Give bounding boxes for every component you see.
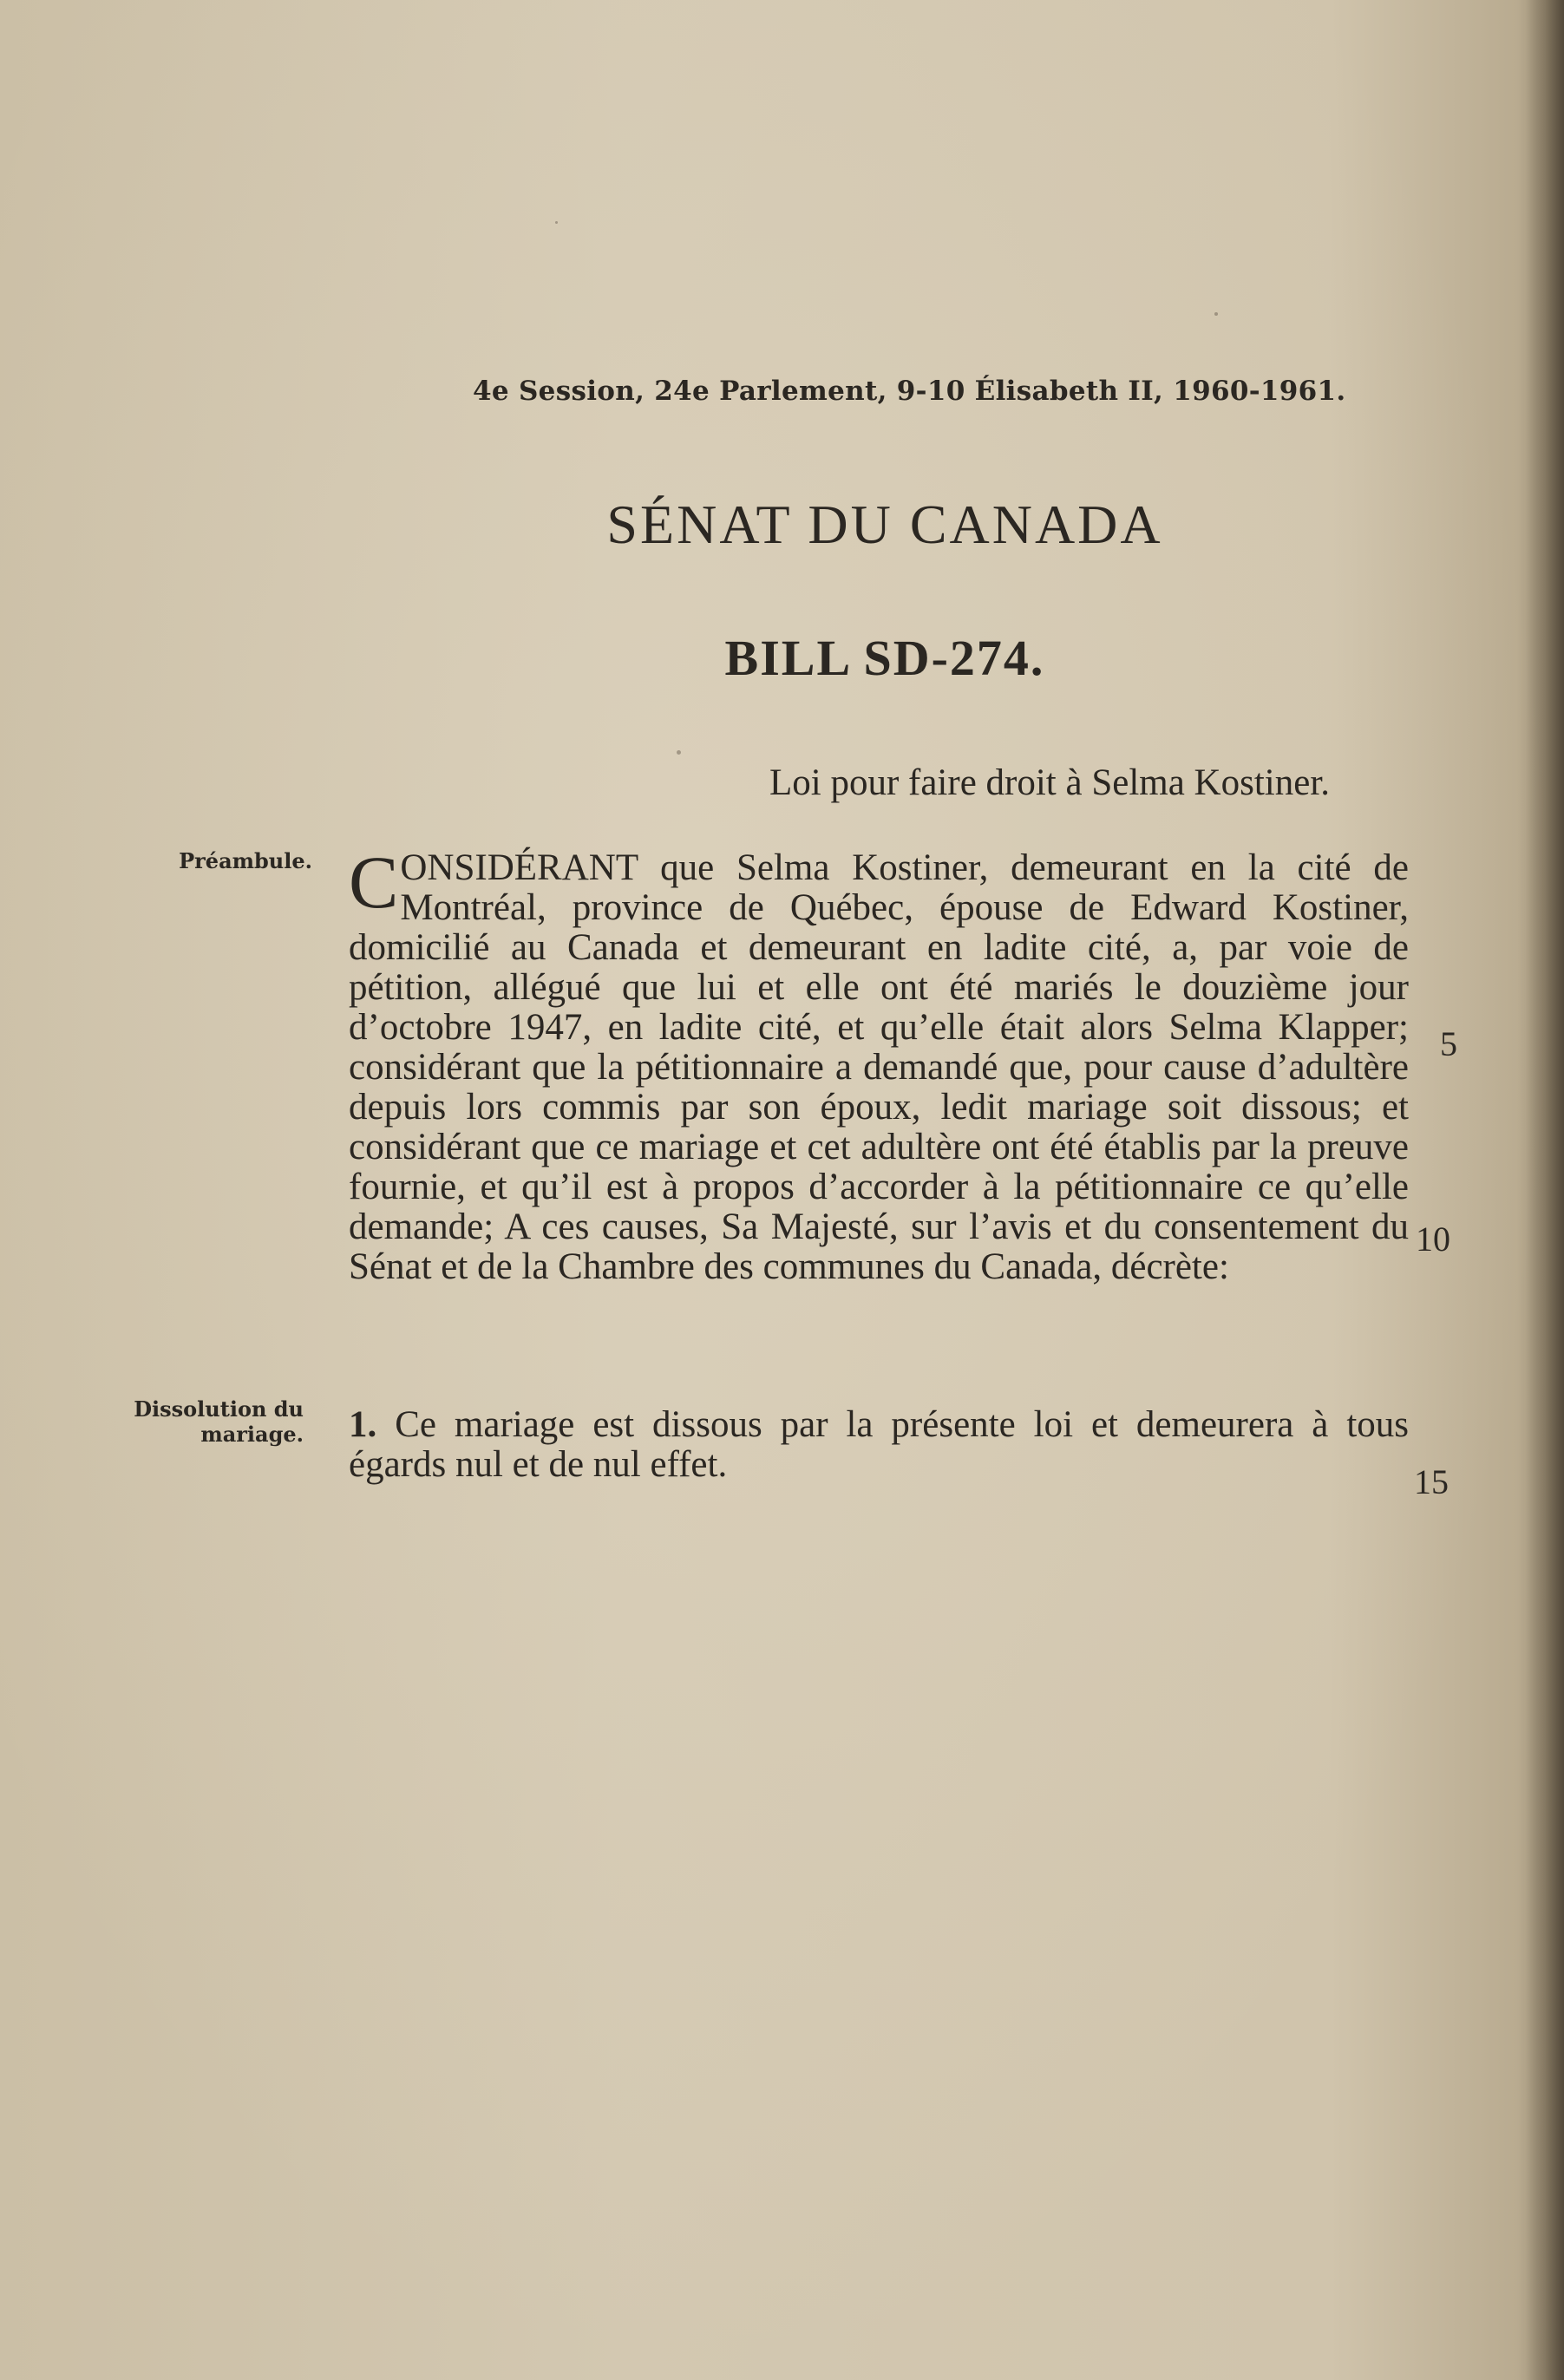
line-number-15: 15 <box>1414 1462 1449 1501</box>
preamble-paragraph <box>349 840 1409 1287</box>
bill-subtitle: Loi pour faire droit à Selma Kostiner. <box>769 762 1331 803</box>
margin-note-dissolution: Dissolution du mariage. <box>134 1396 304 1447</box>
page-edge-shadow <box>1526 0 1564 2380</box>
bill-number: BILL SD-274. <box>724 630 1045 686</box>
senate-title: SÉNAT DU CANADA <box>606 494 1163 555</box>
paper-speck <box>1214 312 1218 316</box>
article-1-paragraph <box>349 1405 1409 1485</box>
line-number-10: 10 <box>1416 1219 1450 1259</box>
paper-speck <box>555 221 558 224</box>
article-number: 1. <box>349 1404 377 1445</box>
preamble-text: ONSIDÉRANT que Selma Kostiner, demeurant en la cité de Montréal, province de Québec, épouse de Edward Kostiner, domicilié au Canada et demeurant en ladite cité, a, par voie de pétition, allégué que lui et elle ont été mariés le douzième jour d’octobre 1947, en ladite cité, et qu’elle était alors Selma Klapper; considérant que la pétitionnaire a demandé que, pour cause d’adultère depuis lors commis par son époux, ledit mariage soit dissous; et considérant que ce mariage et cet adultère ont été établis par la preuve fournie, et qu’il est à propos d’accorder à la pétitionnaire ce qu’elle demande; A ces causes, Sa Majesté, sur l’avis et du consentement du Sénat et de la Chambre des communes du Canada, décrète: <box>349 847 1409 1287</box>
session-header: 4e Session, 24e Parlement, 9-10 Élisabeth II, 1960-1961. <box>473 376 1346 407</box>
margin-note-preamble: Préambule. <box>179 848 312 873</box>
paper-speck <box>677 750 681 755</box>
line-number-5: 5 <box>1440 1024 1457 1063</box>
dropcap-letter: C <box>349 840 399 924</box>
article-1-text: Ce mariage est dissous par la présente loi et demeurera à tous égards nul et de nul effet. <box>349 1404 1410 1485</box>
